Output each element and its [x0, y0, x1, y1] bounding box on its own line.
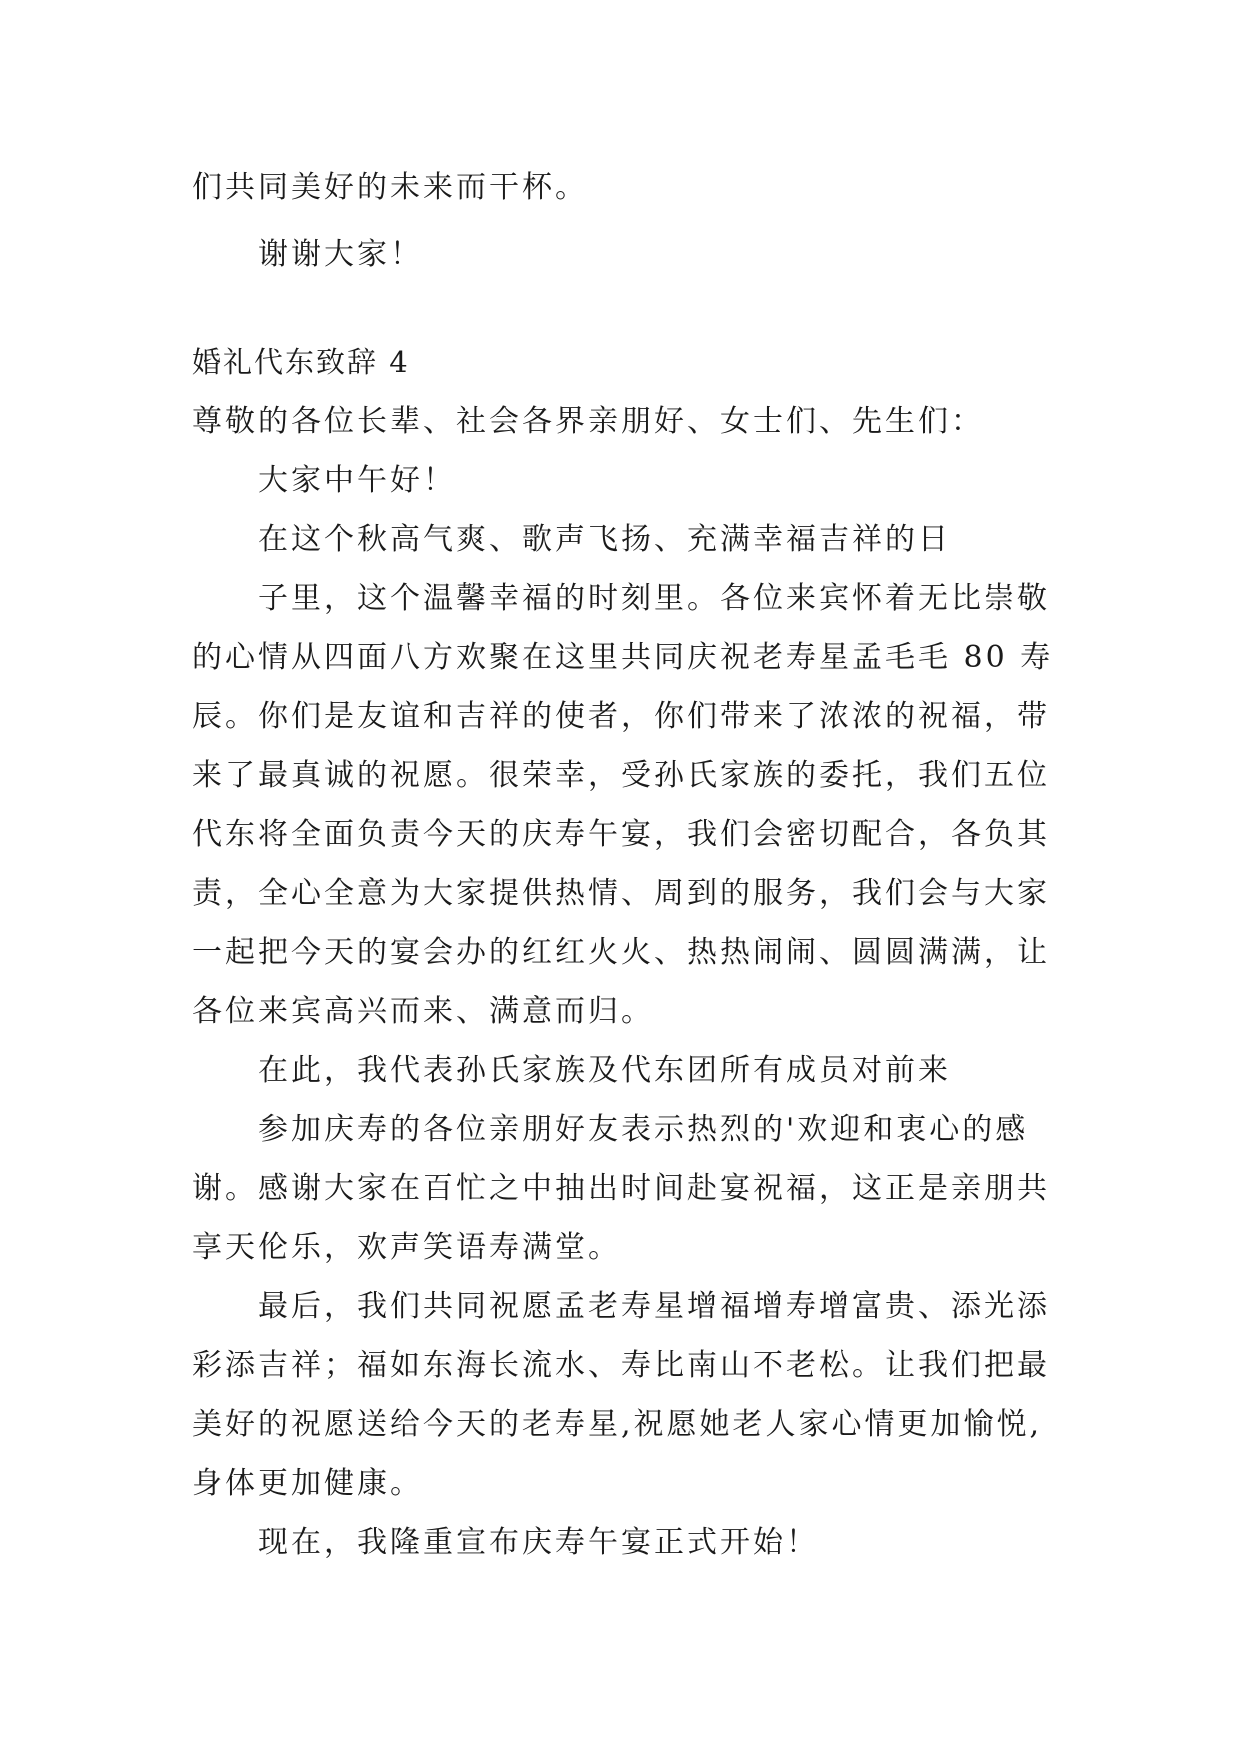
text-line: 尊敬的各位长辈、社会各界亲朋好、女士们、先生们：: [192, 404, 984, 439]
text-line: 大家中午好！: [258, 463, 456, 498]
text-line: 参加庆寿的各位亲朋好友表示热烈的'欢迎和衷心的感: [258, 1112, 1029, 1147]
text-line: 们共同美好的未来而干杯。: [192, 170, 588, 205]
text-line: 各位来宾高兴而来、满意而归。: [192, 994, 654, 1029]
text-line: 辰。你们是友谊和吉祥的使者，你们带来了浓浓的祝福，带: [192, 699, 1050, 734]
text-line: 责，全心全意为大家提供热情、周到的服务，我们会与大家: [192, 876, 1050, 911]
text-line: 最后，我们共同祝愿孟老寿星增福增寿增富贵、添光添: [258, 1289, 1050, 1324]
text-line: 谢谢大家！: [258, 237, 423, 272]
text-line: 彩添吉祥；福如东海长流水、寿比南山不老松。让我们把最: [192, 1348, 1050, 1383]
text-line: 在这个秋高气爽、歌声飞扬、充满幸福吉祥的日: [258, 522, 951, 557]
text-line: 享天伦乐，欢声笑语寿满堂。: [192, 1230, 621, 1265]
text-line: 的心情从四面八方欢聚在这里共同庆祝老寿星孟毛毛 80 寿: [192, 640, 1054, 675]
text-line: 现在，我隆重宣布庆寿午宴正式开始！: [258, 1525, 819, 1560]
text-line: 美好的祝愿送给今天的老寿星,祝愿她老人家心情更加愉悦,: [192, 1407, 1043, 1442]
text-line: 身体更加健康。: [192, 1466, 423, 1501]
text-line: 子里，这个温馨幸福的时刻里。各位来宾怀着无比崇敬: [258, 581, 1050, 616]
section-heading: 婚礼代东致辞 4: [192, 345, 410, 379]
text-line: 代东将全面负责今天的庆寿午宴，我们会密切配合，各负其: [192, 817, 1050, 852]
text-line: 来了最真诚的祝愿。很荣幸，受孙氏家族的委托，我们五位: [192, 758, 1050, 793]
text-line: 一起把今天的宴会办的红红火火、热热闹闹、圆圆满满，让: [192, 935, 1050, 970]
text-line: 在此，我代表孙氏家族及代东团所有成员对前来: [258, 1053, 951, 1088]
text-line: 谢。感谢大家在百忙之中抽出时间赴宴祝福，这正是亲朋共: [192, 1171, 1050, 1206]
